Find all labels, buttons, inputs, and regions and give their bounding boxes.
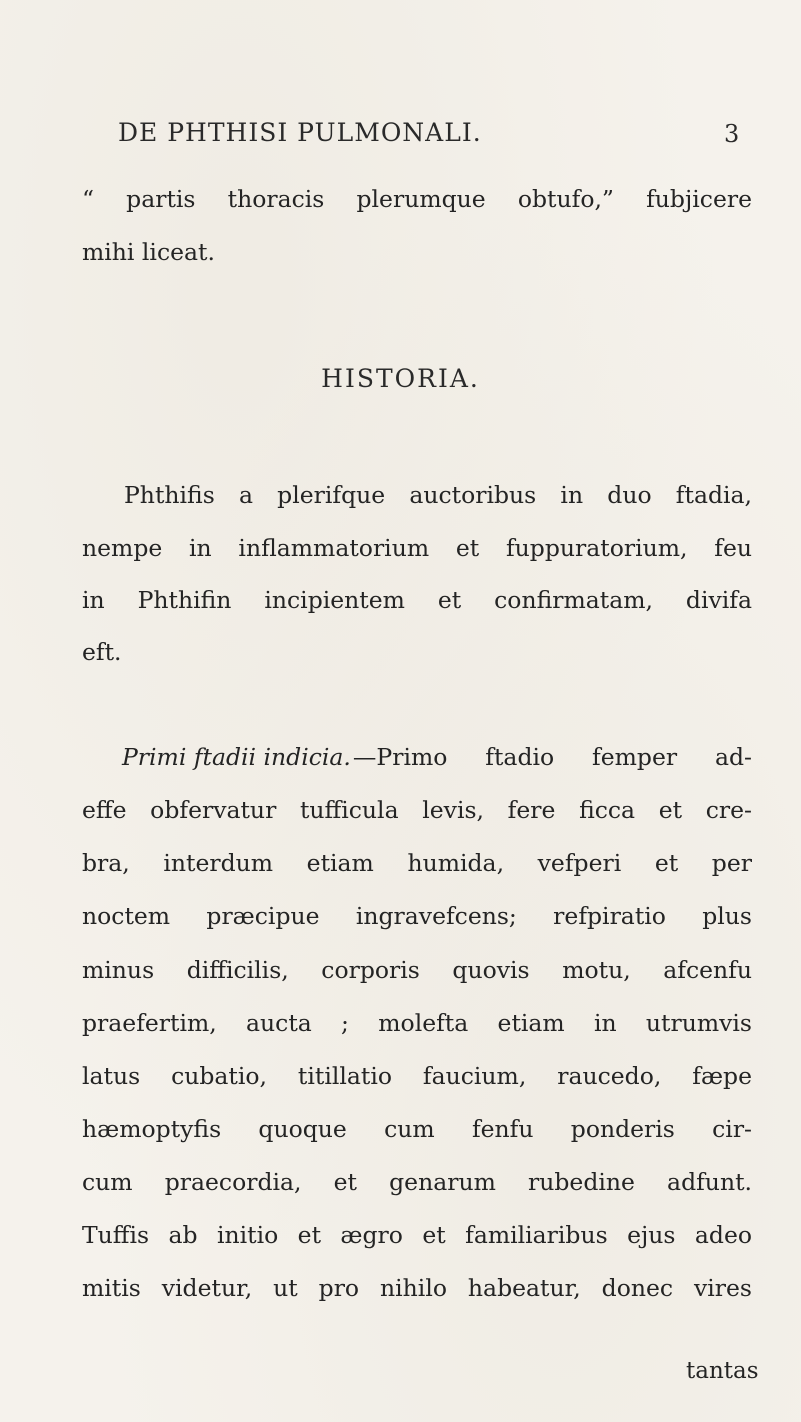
- text-line: eft.: [82, 638, 122, 666]
- text-line: Tuffis ab initio et ægro et familiaribus ejus adeo: [82, 1221, 752, 1249]
- text-line: cum praecordia, et genarum rubedine adfunt.: [82, 1168, 752, 1196]
- text-line: nempe in inflammatorium et fuppuratorium, feu: [82, 534, 752, 562]
- text-line: “ partis thoracis plerumque obtufo,” fubjicere: [82, 185, 752, 213]
- text-line: minus difficilis, corporis quovis motu, afcenfu: [82, 956, 752, 984]
- subsection-lead: Primi ftadii indicia.: [122, 743, 351, 771]
- running-title: DE PHTHISI PULMONALI.: [118, 118, 482, 147]
- text-line: noctem præcipue ingravefcens; refpiratio plus: [82, 902, 752, 930]
- text-line: Phthifis a plerifque auctoribus in duo ftadia,: [124, 481, 752, 509]
- text-line: hæmoptyfis quoque cum fenfu ponderis cir-: [82, 1115, 752, 1143]
- text-fragment: —Primo ftadio femper ad-: [352, 743, 752, 771]
- catchword: tantas: [686, 1358, 759, 1384]
- section-heading: HISTORIA.: [321, 364, 480, 393]
- text-line: mihi liceat.: [82, 238, 215, 266]
- text-line: bra, interdum etiam humida, vefperi et per: [82, 849, 752, 877]
- text-line: [122, 742, 752, 772]
- page-number: 3: [724, 120, 740, 148]
- text-line: latus cubatio, titillatio faucium, raucedo, fæpe: [82, 1062, 752, 1090]
- text-line: praefertim, aucta ; molefta etiam in utrumvis: [82, 1009, 752, 1037]
- text-line: in Phthifin incipientem et confirmatam, divifa: [82, 586, 752, 614]
- text-line: effe obfervatur tufficula levis, fere ficca et cre-: [82, 796, 752, 824]
- text-line: mitis videtur, ut pro nihilo habeatur, donec vires: [82, 1274, 752, 1302]
